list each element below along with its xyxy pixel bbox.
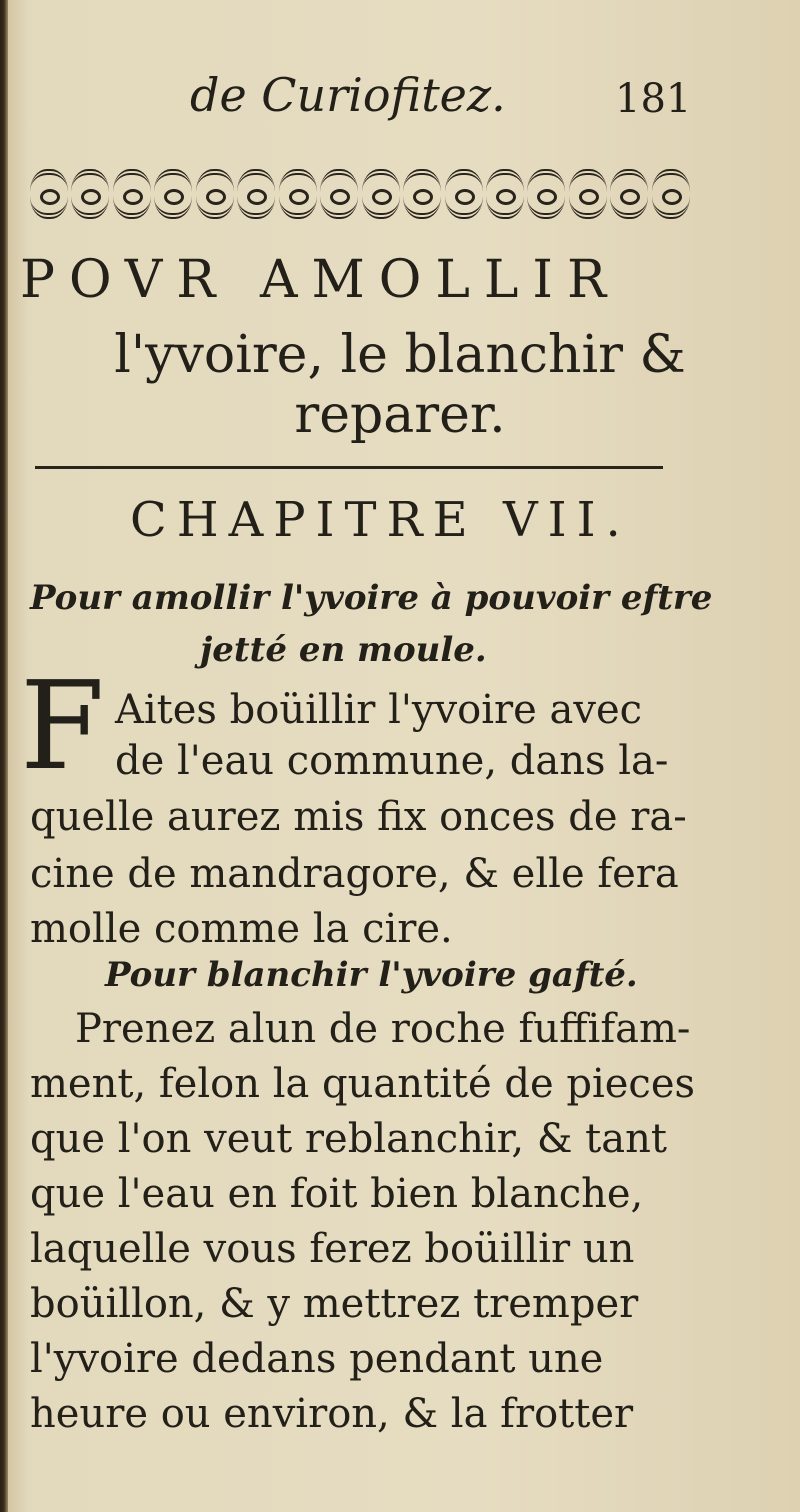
paragraph-2-line-6: boüillon, & y mettrez tremper [30, 1281, 639, 1327]
ornament-unit [652, 169, 690, 219]
ornament-unit [486, 169, 524, 219]
paragraph-2-line-7: l'yvoire dedans pendant une [30, 1336, 604, 1382]
chapter-subtitle-line-2: jetté en moule. [200, 630, 487, 670]
title-line-1: POVR AMOLLIR [20, 250, 621, 310]
paragraph-1-line-2: de l'eau commune, dans la- [115, 738, 669, 784]
drop-cap: F [20, 655, 105, 797]
book-spine-shadow [0, 0, 8, 1512]
title-line-2: l'yvoire, le blanchir & [114, 325, 686, 385]
ornament-unit [610, 169, 648, 219]
paragraph-1-line-4: cine de mandragore, & elle fera [30, 851, 679, 897]
section-2-heading: Pour blanchir l'yvoire gafté. [105, 955, 638, 995]
paragraph-2-line-2: ment, felon la quantité de pieces [30, 1061, 696, 1107]
paragraph-2-line-3: que l'on veut reblanchir, & tant [30, 1116, 667, 1162]
paragraph-2-line-1: Prenez alun de roche fuffifam- [75, 1006, 691, 1052]
ornament-unit [71, 169, 109, 219]
ornament-unit [237, 169, 275, 219]
chapter-subtitle-line-1: Pour amollir l'yvoire à pouvoir eftre [30, 578, 713, 618]
title-line-3: reparer. [294, 385, 506, 445]
ornament-unit [445, 169, 483, 219]
ornament-unit [279, 169, 317, 219]
ornament-unit [362, 169, 400, 219]
paragraph-1-line-5: molle comme la cire. [30, 906, 453, 952]
page-number: 181 [615, 76, 692, 122]
running-head: de Curiofitez. [190, 68, 506, 122]
horizontal-rule [35, 466, 663, 469]
ornament-unit [196, 169, 234, 219]
ornament-unit [527, 169, 565, 219]
ornament-unit [113, 169, 151, 219]
ornament-unit [320, 169, 358, 219]
paragraph-2-line-8: heure ou environ, & la frotter [30, 1391, 634, 1437]
paragraph-1-line-1: Aites boüillir l'yvoire avec [115, 687, 643, 733]
paragraph-1-line-3: quelle aurez mis fix onces de ra- [30, 794, 687, 840]
paragraph-2-line-4: que l'eau en foit bien blanche, [30, 1171, 644, 1217]
ornament-unit [30, 169, 68, 219]
ornament-unit [403, 169, 441, 219]
chapter-heading: CHAPITRE VII. [130, 492, 631, 548]
ornament-unit [154, 169, 192, 219]
decorative-ornament-band [30, 165, 690, 223]
ornament-unit [569, 169, 607, 219]
paragraph-2-line-5: laquelle vous ferez boüillir un [30, 1226, 635, 1272]
